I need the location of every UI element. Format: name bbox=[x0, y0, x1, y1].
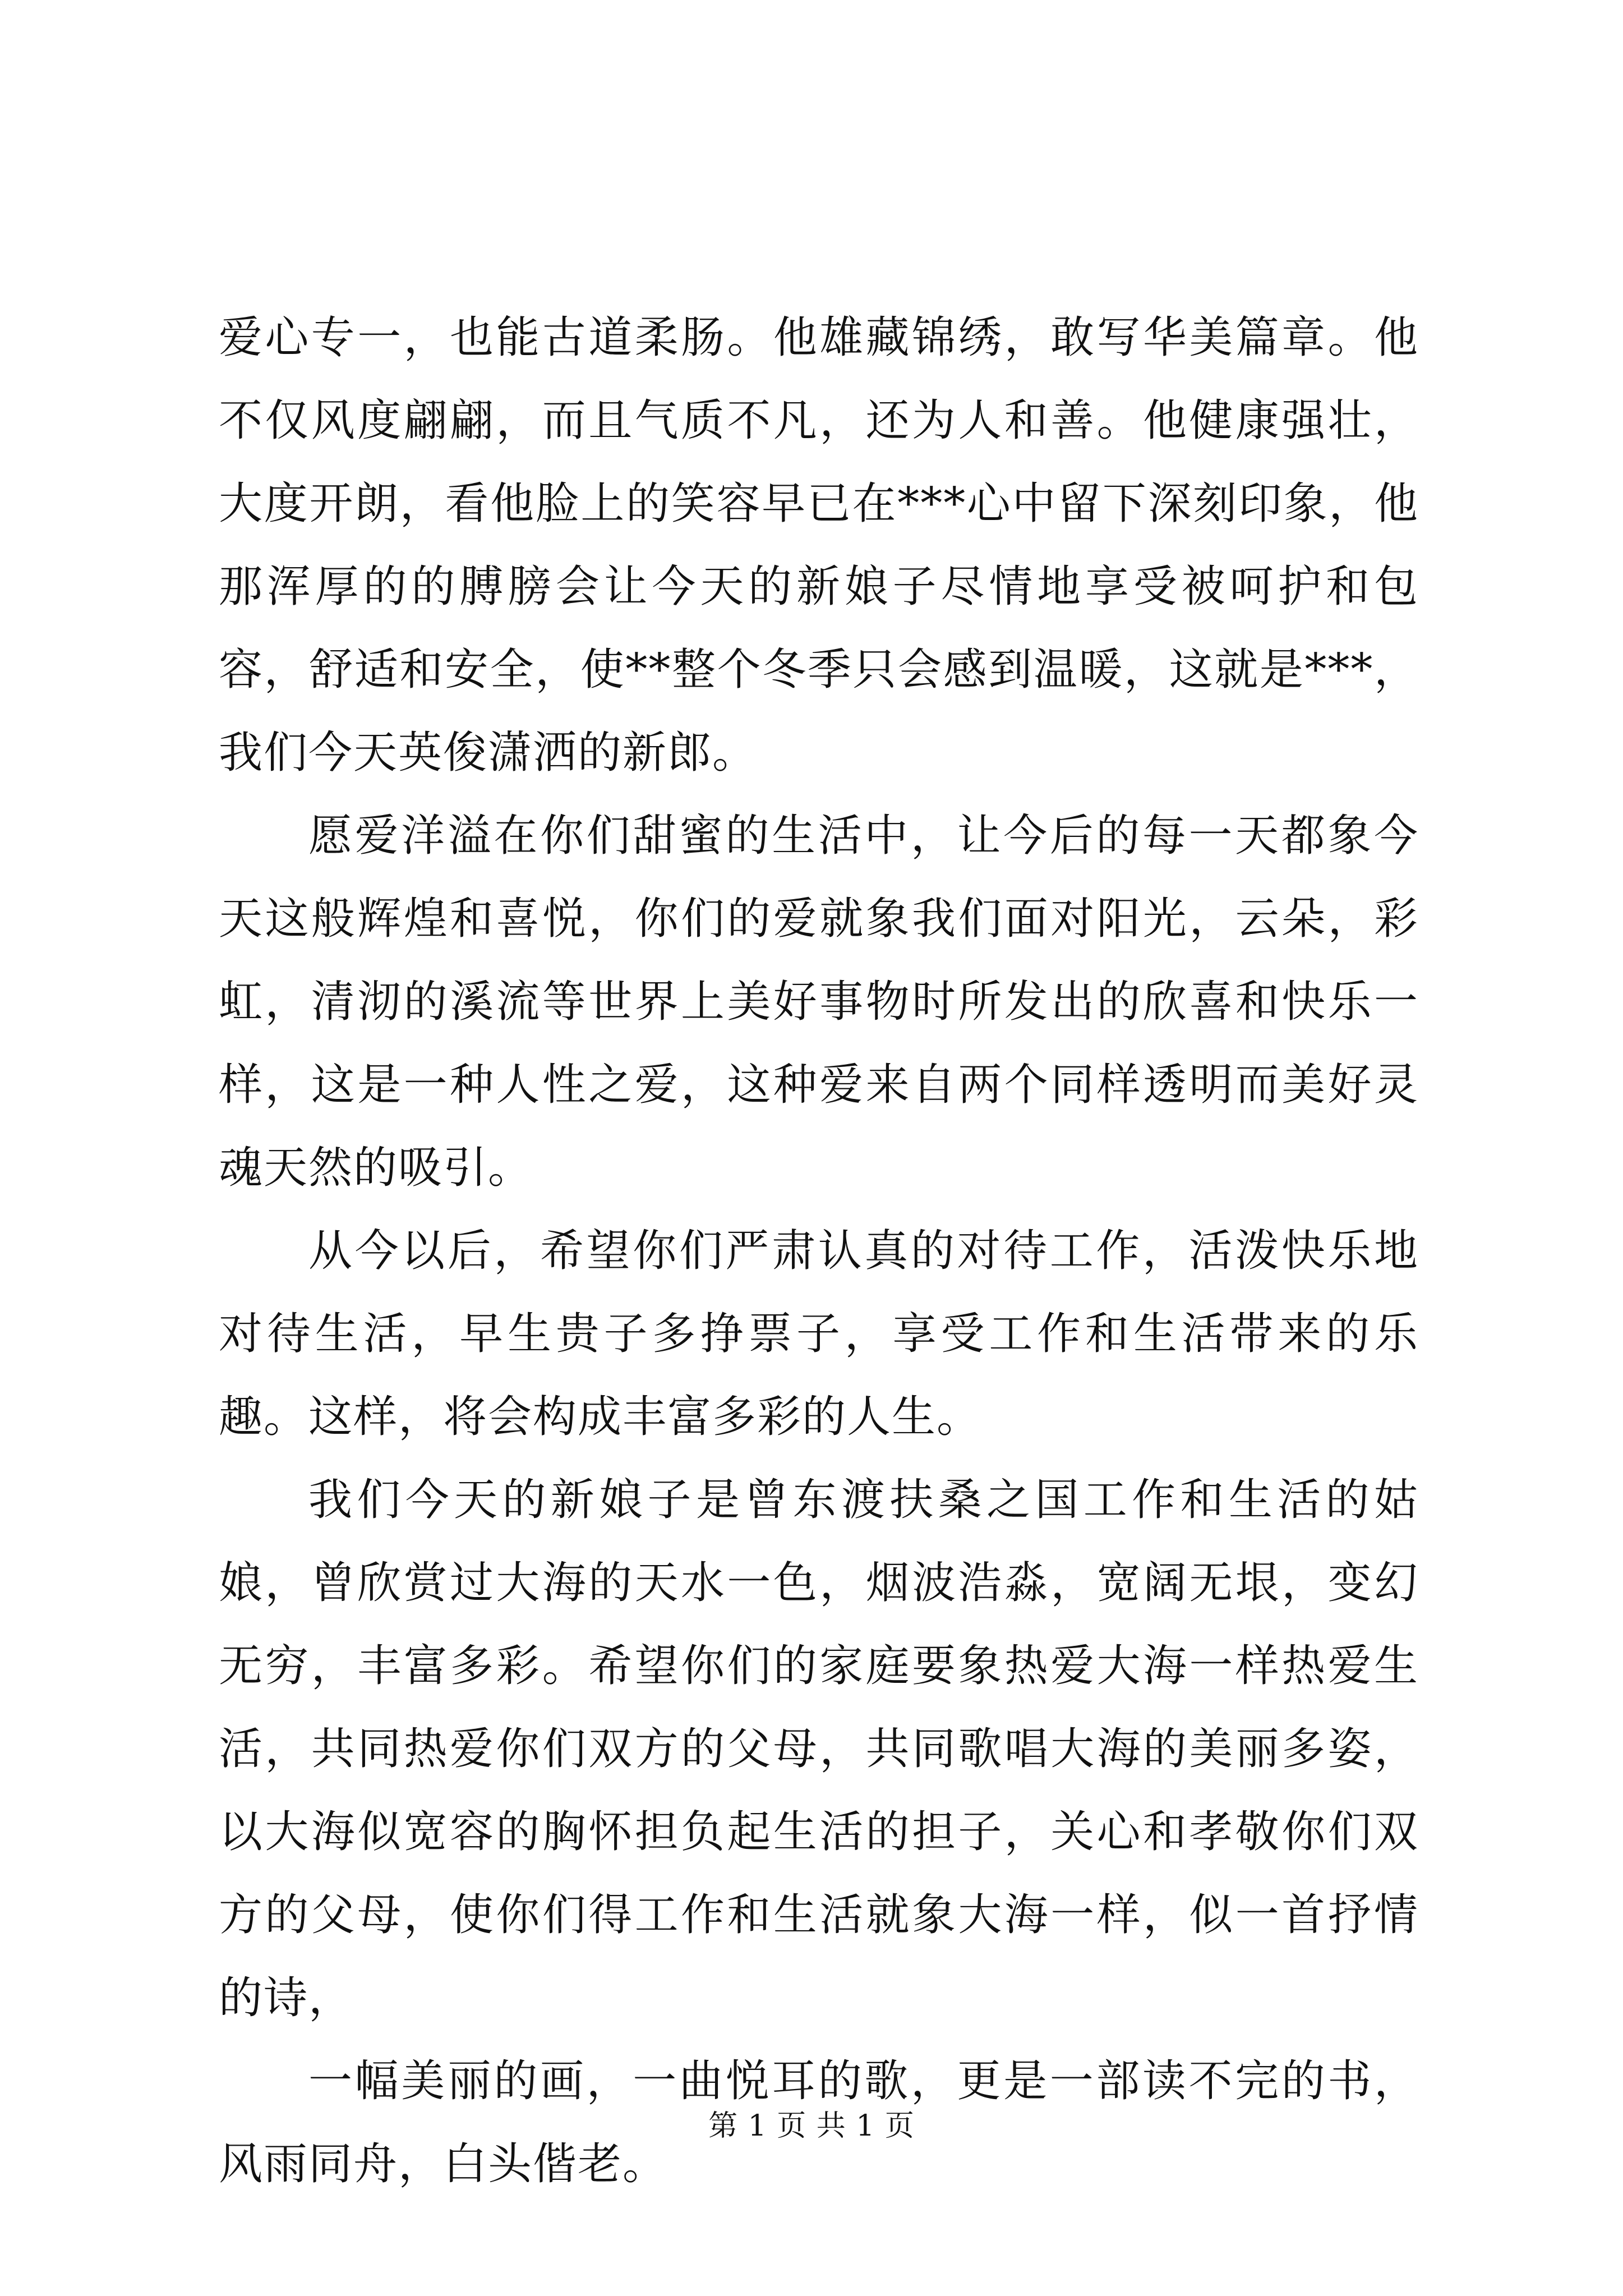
paragraph-1: 爱心专一，也能古道柔肠。他雄藏锦绣，敢写华美篇章。他不仅风度翩翩，而且气质不凡，还为人和善。他健康强壮，大度开朗，看他脸上的笑容早已在***心中留下深刻印象，他那浑厚的的膊膀会让今天的新娘子尽情地享受被呵护和包容，舒适和安全，使**整个冬季只会感到温暖，这就是***，我们今天英俊潇洒的新郎。 bbox=[219, 312, 1419, 778]
paragraph-3: 从今以后，希望你们严肃认真的对待工作，活泼快乐地对待生活，早生贵子多挣票子，享受工作和生活带来的乐趣。这样，将会构成丰富多彩的人生。 bbox=[219, 1226, 1419, 1442]
paragraph-2: 愿爱洋溢在你们甜蜜的生活中，让今后的每一天都象今天这般辉煌和喜悦，你们的爱就象我们面对阳光，云朵，彩虹，清沏的溪流等世界上美好事物时所发出的欣喜和快乐一样，这是一种人性之爱，这种爱来自两个同样透明而美好灵魂天然的吸引。 bbox=[219, 811, 1419, 1193]
document-body bbox=[219, 296, 1419, 2206]
page-number-footer: 第 1 页 共 1 页 bbox=[708, 2109, 915, 2143]
paragraph-5: 一幅美丽的画，一曲悦耳的歌，更是一部读不完的书，风雨同舟，白头偕老。 bbox=[219, 2056, 1419, 2189]
paragraph-4: 我们今天的新娘子是曾东渡扶桑之国工作和生活的姑娘，曾欣赏过大海的天水一色，烟波浩淼，宽阔无垠，变幻无穷，丰富多彩。希望你们的家庭要象热爱大海一样热爱生活，共同热爱你们双方的父母，共同歌唱大海的美丽多姿，以大海似宽容的胸怀担负起生活的担子，关心和孝敬你们双方的父母，使你们得工作和生活就象大海一样，似一首抒情的诗， bbox=[219, 1475, 1419, 2023]
